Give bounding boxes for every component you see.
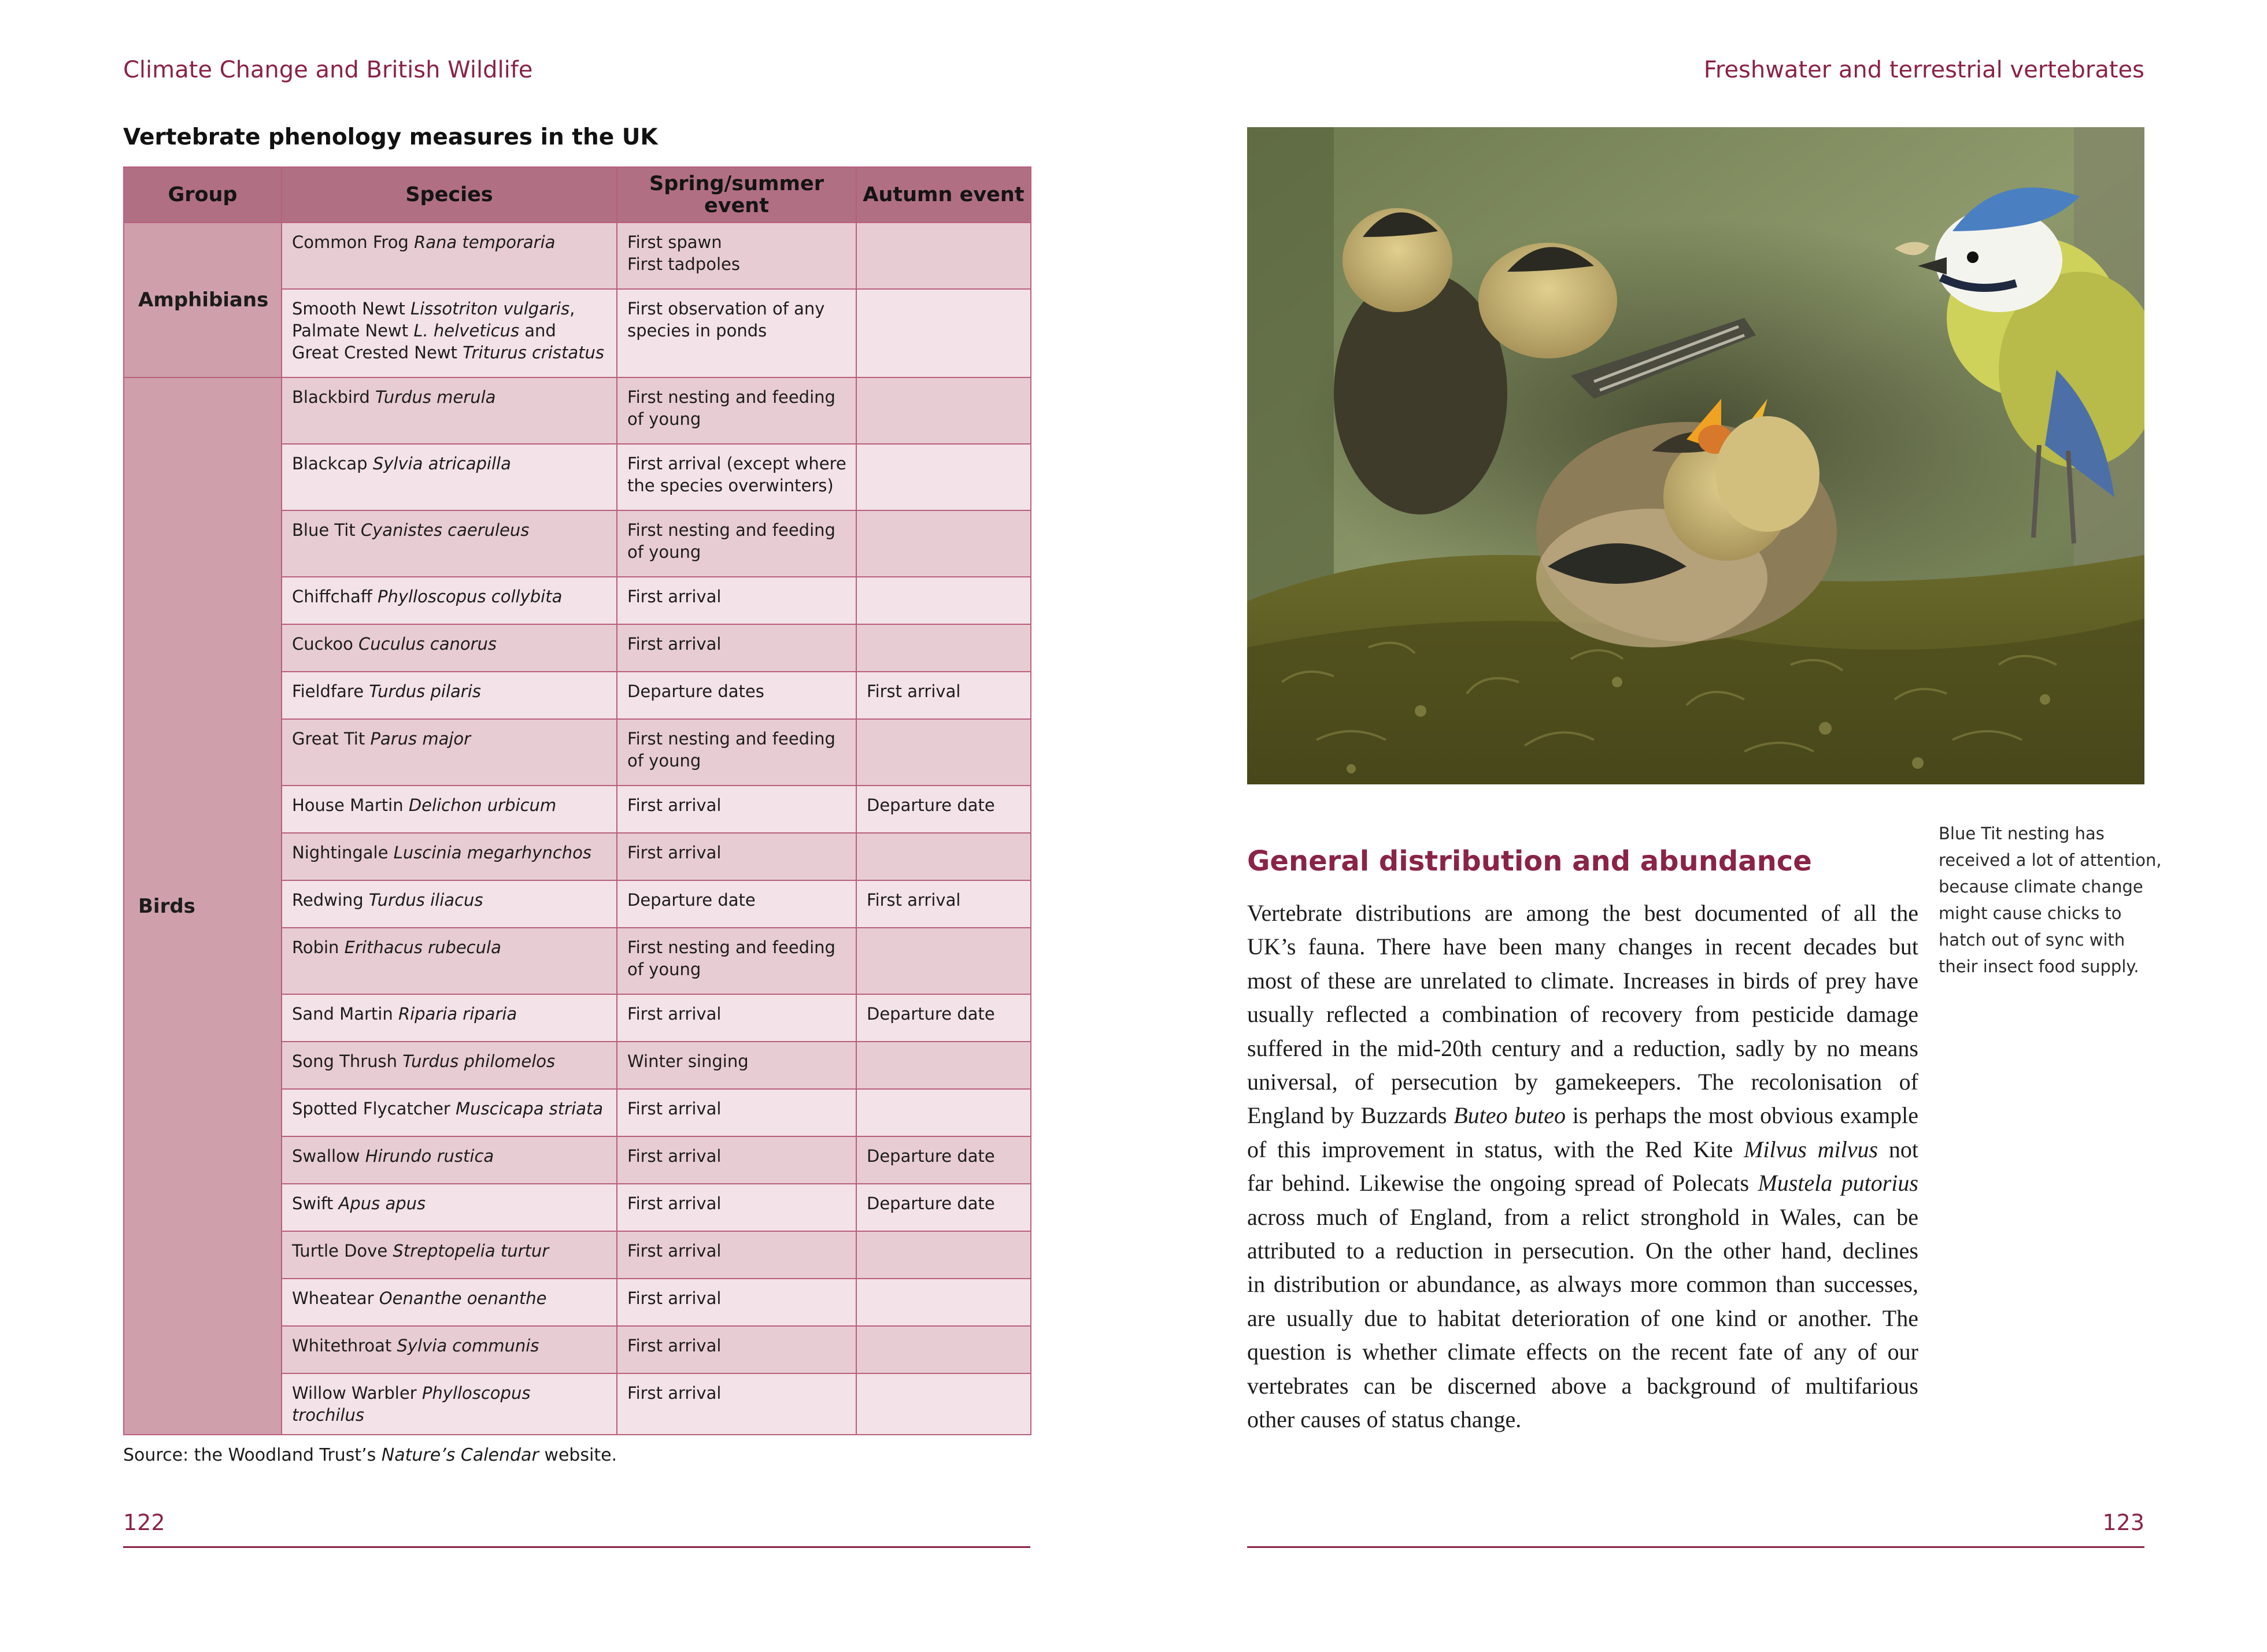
body-text: most of these are unrelated to climate. Increases in birds of prey have — [1247, 967, 1918, 994]
autumn-event-cell — [856, 1089, 1031, 1136]
species-italic-text: Turdus philomelos — [402, 1051, 556, 1071]
event-line: Departure date — [627, 890, 756, 910]
event-line: First arrival — [867, 681, 961, 701]
body-italic-text: Milvus milvus — [1744, 1136, 1878, 1162]
autumn-event-cell — [856, 1184, 1031, 1231]
species-italic-text: Sylvia atricapilla — [372, 454, 511, 473]
body-text: of this improvement in status, with the Red Kite — [1247, 1136, 1744, 1162]
spring-event-cell — [617, 1373, 856, 1435]
source-note-text: website. — [538, 1445, 617, 1465]
autumn-event-cell — [856, 994, 1031, 1042]
autumn-event-cell — [856, 928, 1031, 994]
event-line: of young — [627, 542, 701, 562]
species-italic-text: Turdus iliacus — [368, 890, 483, 910]
species-line — [292, 1003, 607, 1025]
body-line — [1247, 1268, 1918, 1301]
autumn-event-cell — [856, 377, 1031, 444]
species-italic-text: Cuculus canorus — [358, 634, 497, 654]
column-header-group: Group — [124, 167, 282, 223]
footer-rule-right — [1247, 1546, 2144, 1548]
event-line: of young — [627, 409, 701, 429]
species-italic-text: Rana temporaria — [414, 232, 556, 252]
species-cell — [282, 1136, 617, 1184]
event-line: Departure date — [867, 1004, 995, 1024]
autumn-event-cell — [856, 786, 1031, 833]
species-line — [292, 1287, 607, 1309]
body-line — [1247, 964, 1918, 998]
body-line — [1247, 897, 1918, 930]
species-line — [292, 1335, 607, 1357]
table-body — [124, 223, 1031, 1435]
species-cell — [282, 624, 617, 672]
running-head-left: Climate Change and British Wildlife — [123, 57, 533, 83]
species-text: Blue Tit — [292, 520, 361, 540]
body-text: attributed to a reduction in persecution. On the other hand, declines — [1247, 1238, 1918, 1264]
species-cell — [282, 928, 617, 994]
event-line: First arrival — [867, 890, 961, 910]
species-italic-text: Riparia riparia — [398, 1004, 517, 1024]
caption-line: their insect food supply. — [1939, 957, 2139, 976]
event-line: First arrival — [627, 1099, 722, 1118]
species-line — [292, 1098, 607, 1120]
species-text: Whitethroat — [292, 1336, 397, 1355]
species-line — [292, 519, 607, 541]
event-line: First arrival — [627, 1241, 722, 1261]
autumn-event-cell — [856, 833, 1031, 880]
autumn-event-cell — [856, 672, 1031, 719]
species-cell — [282, 1279, 617, 1326]
event-line: Departure date — [867, 1194, 995, 1213]
spring-event-cell — [617, 289, 856, 377]
column-header-spring-summer-event: Spring/summer event — [617, 167, 856, 223]
species-cell — [282, 833, 617, 880]
caption-line: because climate change — [1939, 877, 2143, 897]
spring-event-cell — [617, 223, 856, 289]
body-text: are usually due to habitat deterioration of one kind or another. The — [1247, 1305, 1918, 1331]
spring-event-cell — [617, 444, 856, 510]
left-page — [0, 0, 1133, 1652]
species-line — [292, 298, 607, 320]
spring-event-cell — [617, 1326, 856, 1373]
body-text: not — [1878, 1136, 1918, 1162]
species-text: House Martin — [292, 795, 409, 815]
event-line: First arrival — [627, 1004, 722, 1024]
autumn-event-cell — [856, 1326, 1031, 1373]
footer-rule-left — [123, 1546, 1030, 1548]
spring-event-cell — [617, 786, 856, 833]
spring-event-cell — [617, 1089, 856, 1136]
body-text — [1247, 897, 1918, 1437]
autumn-event-cell — [856, 880, 1031, 928]
species-line — [292, 1145, 607, 1167]
species-text: Smooth Newt — [292, 299, 410, 318]
species-line — [292, 1240, 607, 1262]
spring-event-cell — [617, 833, 856, 880]
species-text: Great Crested Newt — [292, 343, 463, 362]
species-line — [292, 231, 607, 253]
species-line — [292, 1050, 607, 1072]
species-italic-text: Streptopelia turtur — [393, 1241, 549, 1261]
species-line — [292, 386, 607, 408]
species-italic-text: Erithacus rubecula — [344, 938, 501, 957]
body-line — [1247, 1065, 1918, 1099]
blue-tit-nest-photo — [1247, 127, 2144, 784]
species-italic-text: Muscicapa striata — [456, 1099, 604, 1118]
species-text: Swallow — [292, 1146, 365, 1166]
event-line: First arrival — [627, 1288, 722, 1308]
spring-event-cell — [617, 510, 856, 577]
species-italic-text: Oenanthe oenanthe — [379, 1288, 547, 1308]
group-cell: Amphibians — [124, 223, 282, 377]
body-line — [1247, 1369, 1918, 1403]
species-line — [292, 728, 607, 750]
species-text: , — [569, 299, 575, 318]
body-text: other causes of status change. — [1247, 1406, 1522, 1433]
body-text: suffered in the mid-20th century and a reduction, sadly by no means — [1247, 1035, 1918, 1061]
species-text: Chiffchaff — [292, 587, 378, 606]
autumn-event-cell — [856, 1136, 1031, 1184]
spring-event-cell — [617, 1231, 856, 1279]
species-text: Cuckoo — [292, 634, 359, 654]
event-line: species in ponds — [627, 321, 767, 340]
species-italic-text: Turdus merula — [375, 387, 496, 407]
spring-event-cell — [617, 719, 856, 786]
body-text: universal, of persecution by gamekeepers. The recolonisation of — [1247, 1069, 1918, 1095]
species-italic-text: Phylloscopus trochilus — [292, 1383, 531, 1425]
spring-event-cell — [617, 880, 856, 928]
spring-event-cell — [617, 1136, 856, 1184]
species-text: Blackcap — [292, 454, 373, 473]
species-italic-text: Delichon urbicum — [408, 795, 557, 815]
species-italic-text: Lissotriton vulgaris — [410, 299, 570, 318]
table-title: Vertebrate phenology measures in the UK — [123, 124, 658, 150]
event-line: First arrival — [627, 843, 722, 862]
body-text: question is whether climate effects on the recent fate of any of our — [1247, 1339, 1918, 1365]
event-line: First arrival — [627, 1146, 722, 1166]
body-text: vertebrates can be discerned above a background of multifarious — [1247, 1372, 1918, 1399]
spring-event-cell — [617, 1042, 856, 1089]
source-note — [123, 1445, 617, 1465]
autumn-event-cell — [856, 624, 1031, 672]
species-line — [292, 1192, 607, 1214]
group-cell: Birds — [124, 377, 282, 1435]
species-text: Fieldfare — [292, 681, 369, 701]
body-line — [1247, 1201, 1918, 1234]
species-cell — [282, 672, 617, 719]
caption-line: Blue Tit nesting has — [1939, 824, 2105, 843]
autumn-event-cell — [856, 719, 1031, 786]
event-line: Departure date — [867, 1146, 995, 1166]
species-text: Great Tit — [292, 729, 371, 749]
body-text: is perhaps the most obvious example — [1566, 1102, 1919, 1129]
event-line: the species overwinters) — [627, 476, 834, 495]
body-line — [1247, 1099, 1918, 1132]
species-text: Spotted Flycatcher — [292, 1099, 456, 1118]
caption-line: received a lot of attention, — [1939, 850, 2162, 870]
autumn-event-cell — [856, 444, 1031, 510]
autumn-event-cell — [856, 289, 1031, 377]
species-italic-text: Phylloscopus collybita — [377, 587, 563, 606]
species-cell — [282, 719, 617, 786]
event-line: Winter singing — [627, 1051, 749, 1071]
source-note-italic-text: Nature’s Calendar — [381, 1445, 539, 1465]
column-header-species: Species — [282, 167, 617, 223]
body-line — [1247, 998, 1918, 1031]
event-line: First arrival — [627, 1383, 722, 1403]
source-note-text: Source: the Woodland Trust’s — [123, 1445, 382, 1465]
table-row — [124, 377, 1031, 444]
body-line — [1247, 930, 1918, 964]
event-line: First arrival — [627, 634, 722, 654]
body-text: usually reflected a combination of recovery from pesticide damage — [1247, 1001, 1918, 1028]
autumn-event-cell — [856, 1373, 1031, 1435]
species-text: Common Frog — [292, 232, 415, 252]
species-italic-text: Hirundo rustica — [365, 1146, 494, 1166]
species-italic-text: Parus major — [370, 729, 471, 749]
species-line — [292, 842, 607, 864]
spring-event-cell — [617, 1279, 856, 1326]
body-line — [1247, 1032, 1918, 1065]
species-text: Turtle Dove — [292, 1241, 393, 1261]
event-line: First arrival — [627, 795, 722, 815]
species-text: Palmate Newt — [292, 321, 414, 340]
species-text: Sand Martin — [292, 1004, 398, 1024]
caption-line: hatch out of sync with — [1939, 930, 2125, 950]
body-text: UK’s fauna. There have been many changes in recent decades but — [1247, 934, 1918, 960]
species-italic-text: L. helveticus — [413, 321, 520, 340]
body-text: far behind. Likewise the ongoing spread of Polecats — [1247, 1170, 1758, 1197]
autumn-event-cell — [856, 223, 1031, 289]
column-header-autumn-event: Autumn event — [856, 167, 1031, 223]
event-line: First arrival — [627, 587, 722, 606]
body-line — [1247, 1234, 1918, 1268]
spring-event-cell — [617, 672, 856, 719]
species-cell — [282, 880, 617, 928]
species-cell — [282, 223, 617, 289]
body-text: Vertebrate distributions are among the best documented of all the — [1247, 900, 1918, 926]
species-text: Robin — [292, 938, 345, 957]
species-text: Wheatear — [292, 1288, 379, 1308]
species-line — [292, 633, 607, 655]
body-text: in distribution or abundance, as always more common than successes, — [1247, 1271, 1918, 1298]
table-row — [124, 223, 1031, 289]
event-line: First observation of any — [627, 299, 825, 318]
body-line — [1247, 1403, 1918, 1436]
table-header-row — [124, 167, 1031, 223]
species-line — [292, 453, 607, 475]
species-text: Blackbird — [292, 387, 375, 407]
event-line: First nesting and feeding — [627, 520, 835, 540]
species-cell — [282, 510, 617, 577]
species-line — [292, 794, 607, 816]
species-line — [292, 936, 607, 958]
section-heading: General distribution and abundance — [1247, 845, 1812, 877]
species-cell — [282, 994, 617, 1042]
species-cell — [282, 444, 617, 510]
species-cell — [282, 289, 617, 377]
species-italic-text: Apus apus — [338, 1194, 426, 1213]
event-line: of young — [627, 751, 701, 771]
species-cell — [282, 1373, 617, 1435]
body-line — [1247, 1335, 1918, 1369]
species-line — [292, 680, 607, 702]
species-text: Swift — [292, 1194, 339, 1213]
species-italic-text: Triturus cristatus — [463, 343, 604, 362]
spring-event-cell — [617, 994, 856, 1042]
species-cell — [282, 577, 617, 624]
autumn-event-cell — [856, 577, 1031, 624]
spring-event-cell — [617, 624, 856, 672]
species-text: Nightingale — [292, 843, 394, 862]
species-cell — [282, 1231, 617, 1279]
species-text: and — [519, 321, 556, 340]
autumn-event-cell — [856, 510, 1031, 577]
species-text: Song Thrush — [292, 1051, 403, 1071]
body-line — [1247, 1133, 1918, 1166]
species-line — [292, 586, 607, 608]
species-cell — [282, 1184, 617, 1231]
autumn-event-cell — [856, 1042, 1031, 1089]
autumn-event-cell — [856, 1231, 1031, 1279]
spring-event-cell — [617, 577, 856, 624]
species-text: Redwing — [292, 890, 369, 910]
species-italic-text: Cyanistes caeruleus — [360, 520, 530, 540]
caption-line: might cause chicks to — [1939, 903, 2122, 923]
event-line: First arrival (except where — [627, 454, 846, 473]
spring-event-cell — [617, 377, 856, 444]
species-cell — [282, 1042, 617, 1089]
event-line: First nesting and feeding — [627, 729, 835, 749]
photo-caption — [1939, 820, 2162, 980]
species-cell — [282, 377, 617, 444]
species-line — [292, 320, 607, 342]
spring-event-cell — [617, 928, 856, 994]
running-head-right: Freshwater and terrestrial vertebrates — [1703, 57, 2144, 83]
species-italic-text: Sylvia communis — [397, 1336, 539, 1355]
species-line — [292, 1382, 607, 1426]
body-line — [1247, 1166, 1918, 1200]
page-number-right: 123 — [2102, 1510, 2144, 1535]
event-line: of young — [627, 960, 701, 979]
spring-event-cell — [617, 1184, 856, 1231]
event-line: Departure date — [867, 795, 995, 815]
right-page — [1133, 0, 2267, 1652]
body-text: across much of England, from a relict stronghold in Wales, can be — [1247, 1203, 1918, 1230]
species-cell — [282, 786, 617, 833]
event-line: First tadpoles — [627, 254, 740, 274]
event-line: First arrival — [627, 1336, 722, 1355]
event-line: First spawn — [627, 232, 722, 252]
event-line: First nesting and feeding — [627, 387, 835, 407]
species-line — [292, 342, 607, 364]
species-line — [292, 889, 607, 911]
species-cell — [282, 1089, 617, 1136]
event-line: First arrival — [627, 1194, 722, 1213]
body-italic-text: Mustela putorius — [1758, 1170, 1918, 1197]
species-italic-text: Turdus pilaris — [369, 681, 481, 701]
phenology-table — [123, 166, 1031, 1435]
page-number-left: 122 — [123, 1510, 165, 1535]
autumn-event-cell — [856, 1279, 1031, 1326]
event-line: Departure dates — [627, 681, 764, 701]
body-text: England by Buzzards — [1247, 1102, 1454, 1129]
body-line — [1247, 1302, 1918, 1335]
species-text: Willow Warbler — [292, 1383, 422, 1403]
event-line: First nesting and feeding — [627, 938, 835, 957]
body-italic-text: Buteo buteo — [1454, 1102, 1566, 1129]
species-cell — [282, 1326, 617, 1373]
species-italic-text: Luscinia megarhynchos — [393, 843, 592, 862]
